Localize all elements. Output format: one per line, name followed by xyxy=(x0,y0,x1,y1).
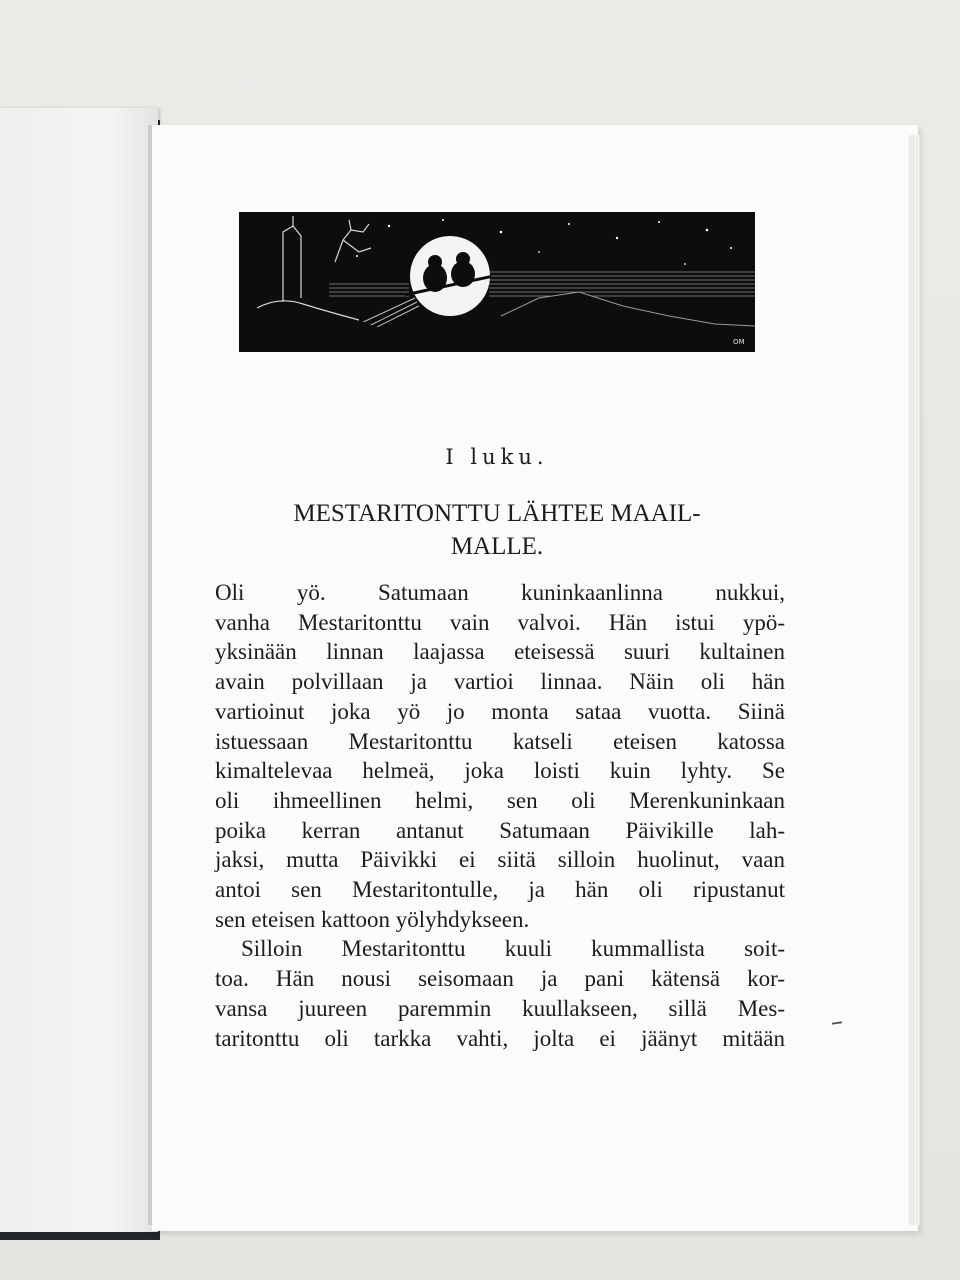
paragraph-1 xyxy=(215,578,785,934)
left-page xyxy=(0,108,158,1232)
illustration-signature: OM xyxy=(733,338,745,346)
chapter-title-line-2: MALLE. xyxy=(450,533,544,560)
text-line: Silloin Mestaritonttu kuuli kummallista soit- xyxy=(241,936,785,962)
text-line: Oli yö. Satumaan kuninkaanlinna nukkui, xyxy=(215,580,785,605)
text-line: kimaltelevaa helmeä, joka loisti kuin lyhty. Se xyxy=(215,758,785,784)
text-line: istuessaan Mestaritonttu katseli eteisen katossa xyxy=(215,728,785,754)
chapter-body-text xyxy=(215,578,785,1053)
moon-witches-illustration xyxy=(239,212,755,352)
text-line: taritonttu oli tarkka vahti, jolta ei jäänyt mitään xyxy=(215,1025,785,1051)
text-line: antoi sen Mestaritontulle, ja hän oli ripustanut xyxy=(215,877,785,903)
moon xyxy=(410,236,490,316)
text-line: jaksi, mutta Päivikki ei siitä silloin huolinut, vaan xyxy=(215,847,785,873)
paragraph-2 xyxy=(215,934,785,1053)
text-line: avain polvillaan ja vartioi linnaa. Näin oli hän xyxy=(215,669,785,695)
text-line: yksinään linnan laajassa eteisessä suuri kultainen xyxy=(215,639,785,665)
page-edges xyxy=(908,135,920,1225)
text-line: vansa juureen paremmin kuullakseen, sillä Mes- xyxy=(215,995,785,1021)
text-line: vartioinut joka yö jo monta sataa vuotta. Siinä xyxy=(215,698,785,724)
chapter-title-line-1: MESTARITONTTU LÄHTEE MAAIL- xyxy=(293,500,701,527)
chapter-label: I luku. xyxy=(445,445,549,469)
chapter-title xyxy=(239,497,755,563)
text-line: poika kerran antanut Satumaan Päivikille lah- xyxy=(215,817,785,843)
text-line: sen eteisen kattoon yölyhdykseen. xyxy=(215,906,530,932)
text-line: toa. Hän nousi seisomaan ja pani kätensä kor- xyxy=(215,966,785,992)
text-line: vanha Mestaritonttu vain valvoi. Hän istui ypö- xyxy=(215,609,785,635)
text-line: oli ihmeellinen helmi, sen oli Merenkuninkaan xyxy=(215,787,785,813)
